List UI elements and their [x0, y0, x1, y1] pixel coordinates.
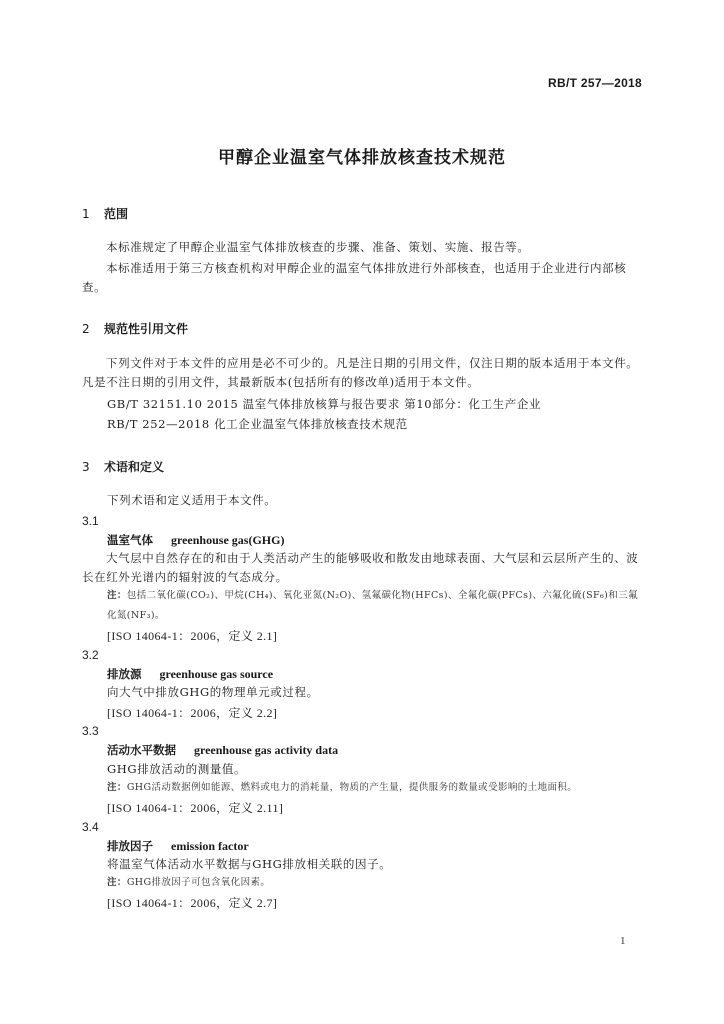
section-1-paragraph-1: 本标准规定了甲醇企业温室气体排放核查的步骤、准备、策划、实施、报告等。: [106, 240, 530, 254]
section-number: 3: [82, 460, 90, 474]
term-definition: 大气层中自然存在的和由于人类活动产生的能够吸收和散发由地球表面、大气层和云层所产生的、波长在红外光谱内的辐射波的气态成分。: [82, 551, 639, 584]
term-note: [107, 778, 644, 798]
standard-code: RB/T 257—2018: [548, 76, 642, 90]
term-definition: GHG排放活动的测量值。: [107, 762, 247, 776]
section-1-paragraph-2: 本标准适用于第三方核查机构对甲醇企业的温室气体排放进行外部核查，也适用于企业进行内部核查。: [82, 261, 627, 294]
section-3-heading: [82, 458, 164, 475]
term-title: [107, 742, 338, 758]
term-number: 3.4: [82, 820, 99, 834]
term-note: [107, 586, 644, 626]
term-number: 3.3: [82, 724, 99, 738]
section-2-paragraph: 下列文件对于本文件的应用是必不可少的。凡是注日期的引用文件，仅注日期的版本适用于本文件。凡是不注日期的引用文件，其最新版本(包括所有的修改单)适用于本文件。: [82, 356, 639, 389]
note-label: 注：: [107, 877, 127, 888]
normative-reference-2: RB/T 252—2018 化工企业温室气体排放核查技术规范: [107, 417, 408, 431]
term-zh: 排放因子: [107, 839, 153, 853]
term-title: [107, 838, 249, 854]
term-definition: 将温室气体活动水平数据与GHG排放相关联的因子。: [107, 857, 392, 871]
section-1-heading: [82, 205, 128, 222]
term-en: greenhouse gas activity data: [194, 743, 339, 757]
note-label: 注：: [107, 782, 127, 793]
term-source: [ISO 14064-1：2006，定义 2.11]: [107, 801, 284, 815]
term-note: [107, 873, 644, 893]
term-number: 3.2: [82, 648, 99, 662]
term-source: [ISO 14064-1：2006，定义 2.1]: [107, 629, 278, 643]
section-number: 2: [82, 322, 90, 336]
term-en: greenhouse gas source: [159, 667, 274, 681]
section-2-heading: [82, 320, 188, 337]
term-en: greenhouse gas(GHG): [171, 533, 285, 547]
term-zh: 温室气体: [107, 533, 153, 547]
term-title: [107, 666, 273, 682]
term-title: [107, 532, 284, 548]
note-text: GHG活动数据例如能源、燃料或电力的消耗量，物质的产生量，提供服务的数量或受影响的土地面积。: [126, 782, 578, 793]
term-definition: 向大气中排放GHG的物理单元或过程。: [107, 685, 319, 699]
section-3-intro: 下列术语和定义适用于本文件。: [107, 493, 277, 507]
note-text: 包括二氧化碳(CO₂)、甲烷(CH₄)、氧化亚氮(N₂O)、氢氟碳化物(HFCs)、全氟化碳(PFCs)、六氟化硫(SF₆)和三氟化氮(NF₃)。: [107, 590, 638, 621]
document-title: 甲醇企业温室气体排放核查技术规范: [218, 148, 506, 168]
term-en: emission factor: [171, 839, 249, 853]
note-text: GHG排放因子可包含氧化因素。: [126, 877, 271, 888]
term-number: 3.1: [82, 514, 99, 528]
term-zh: 排放源: [107, 667, 142, 681]
section-number: 1: [82, 207, 90, 221]
normative-reference-1: GB/T 32151.10 2015 温室气体排放核算与报告要求 第10部分：化工生产企业: [107, 397, 542, 411]
page-number: 1: [620, 935, 626, 947]
term-source: [ISO 14064-1：2006，定义 2.2]: [107, 706, 278, 720]
term-zh: 活动水平数据: [107, 743, 176, 757]
section-title: 术语和定义: [104, 460, 165, 474]
section-title: 范围: [104, 207, 129, 221]
note-label: 注：: [107, 590, 127, 601]
term-source: [ISO 14064-1：2006，定义 2.7]: [107, 896, 278, 910]
section-title: 规范性引用文件: [104, 322, 189, 336]
